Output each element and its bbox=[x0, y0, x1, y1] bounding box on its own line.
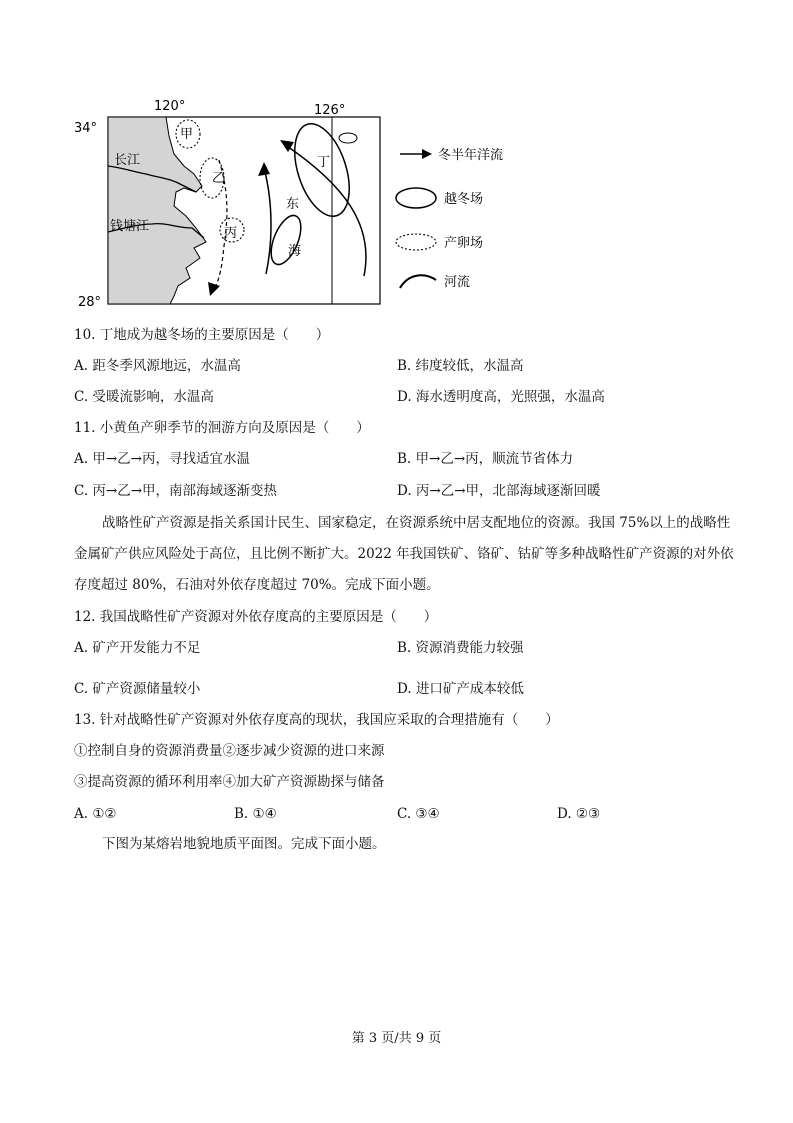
jeju-island bbox=[339, 133, 357, 143]
q13-option-a: A. ①② bbox=[74, 806, 117, 822]
next-figure-intro: 下图为某熔岩地貌地质平面图。完成下面小题。 bbox=[102, 836, 386, 852]
river-label-yangtze: 长江 bbox=[114, 153, 141, 168]
q11-option-c: C. 丙→乙→甲，南部海域逐渐变热 bbox=[74, 483, 278, 499]
q10-option-a: A. 距冬季风源地远，水温高 bbox=[74, 358, 241, 374]
place-label-yi: 乙 bbox=[212, 171, 226, 186]
q11-stem: 11. 小黄鱼产卵季节的洄游方向及原因是（ ） bbox=[74, 420, 370, 436]
q12-option-c: C. 矿产资源储量较小 bbox=[74, 681, 201, 697]
legend-label-spawning: 产卵场 bbox=[444, 236, 484, 251]
sea-label-hai: 海 bbox=[288, 244, 302, 259]
page-footer: 第 3 页/共 9 页 bbox=[351, 1031, 442, 1046]
q12-option-a: A. 矿产开发能力不足 bbox=[74, 640, 201, 656]
q13-statement-2: ③提高资源的循环利用率④加大矿产资源勘探与储备 bbox=[74, 774, 385, 790]
legend-label-wintering: 越冬场 bbox=[444, 192, 484, 207]
ocean-current-map bbox=[74, 96, 524, 310]
place-label-ding: 丁 bbox=[317, 155, 331, 170]
q13-option-d: D. ②③ bbox=[557, 806, 601, 822]
q13-stem: 13. 针对战略性矿产资源对外依存度高的现状，我国应采取的合理措施有（ ） bbox=[74, 712, 559, 728]
place-label-jia: 甲 bbox=[180, 127, 194, 142]
q12-option-b: B. 资源消费能力较强 bbox=[397, 640, 524, 656]
q11-option-d: D. 丙→乙→甲，北部海域逐渐回暖 bbox=[397, 483, 601, 499]
q11-option-b: B. 甲→乙→丙，顺流节省体力 bbox=[397, 451, 574, 467]
lon-right-label: 126° bbox=[314, 103, 346, 118]
q13-option-b: B. ①④ bbox=[234, 806, 277, 822]
q10-option-b: B. 纬度较低，水温高 bbox=[397, 358, 524, 374]
q12-option-d: D. 进口矿产成本较低 bbox=[397, 681, 524, 697]
river-line-icon bbox=[400, 275, 436, 288]
lat-bottom-label: 28° bbox=[78, 295, 102, 310]
ellipse-dotted-icon bbox=[396, 234, 436, 250]
q12-stem: 12. 我国战略性矿产资源对外依存度高的主要原因是（ ） bbox=[74, 609, 438, 625]
legend-label-river: 河流 bbox=[444, 275, 471, 290]
ellipse-solid-icon bbox=[396, 188, 436, 208]
q10-stem: 10. 丁地成为越冬场的主要原因是（ ） bbox=[74, 327, 330, 343]
river-label-qiantang: 钱塘江 bbox=[110, 219, 150, 234]
lon-left-label: 120° bbox=[154, 99, 186, 114]
map-legend bbox=[396, 147, 503, 290]
lat-top-label: 34° bbox=[74, 121, 98, 136]
q13-option-c: C. ③④ bbox=[397, 806, 440, 822]
arrow-icon-head bbox=[422, 149, 432, 159]
q10-option-d: D. 海水透明度高，光照强，水温高 bbox=[397, 389, 605, 405]
sea-label-dong: 东 bbox=[286, 197, 300, 212]
passage-minerals: 战略性矿产资源是指关系国计民生、国家稳定，在资源系统中居支配地位的资源。我国 75%以上的战略性金属矿产供应风险处于高位，且比例不断扩大。2022 年我国铁矿、铬矿、钴矿等多种战略性矿产资源的对外依存度超过 80%，石油对外依存度超过 70%。完成下面小题。 bbox=[74, 515, 734, 593]
q11-option-a: A. 甲→乙→丙，寻找适宜水温 bbox=[74, 451, 250, 467]
q13-statement-1: ①控制自身的资源消费量②逐步减少资源的进口来源 bbox=[74, 743, 385, 759]
place-label-bing: 丙 bbox=[224, 226, 238, 241]
q10-option-c: C. 受暖流影响，水温高 bbox=[74, 389, 214, 405]
legend-label-current: 冬半年洋流 bbox=[438, 148, 504, 163]
